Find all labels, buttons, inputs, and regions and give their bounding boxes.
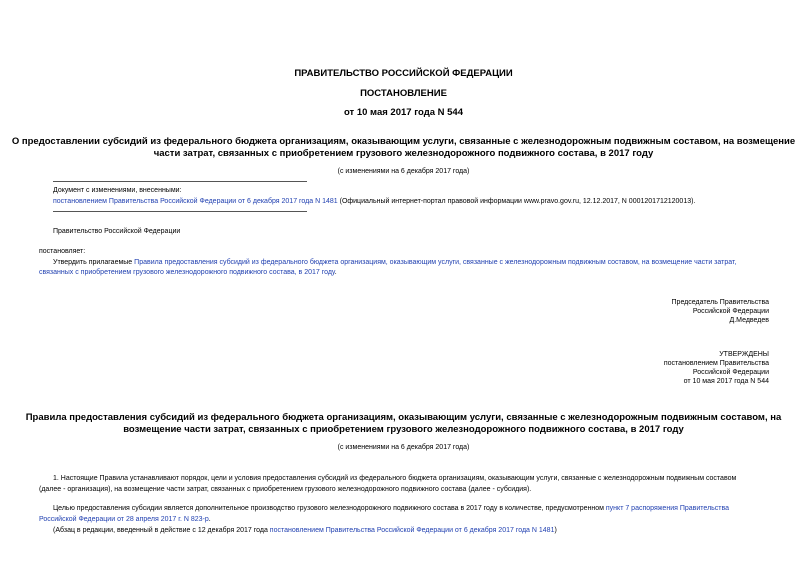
rules-paragraph-1-line-1: 1. Настоящие Правила устанавливают порядок, цели и условия предоставления субсидий из федерального бюджета организациям, оказывающим услуги, связанные с железнодорожным подвижным составом — [53, 475, 737, 482]
document-date-number: от 10 мая 2017 года N 544 — [343, 107, 464, 118]
signature-org: Российской Федерации — [692, 308, 769, 315]
rules-paragraph-2-line-1 — [53, 504, 729, 513]
decree-word: постановляет: — [39, 248, 86, 255]
divider — [53, 181, 307, 182]
signature-block — [672, 298, 769, 325]
rules-link-part-1[interactable]: Правила предоставления субсидий из федерального бюджета организациям, оказывающим услуги, связанные с железнодорожным подвижным составом, на возмещение части затрат, — [134, 259, 737, 266]
approved-heading: УТВЕРЖДЕНЫ — [719, 351, 769, 358]
government-name: Правительство Российской Федерации — [53, 228, 181, 235]
rules-changes-note: (с изменениями на 6 декабря 2017 года) — [337, 444, 470, 451]
purpose-text: Целью предоставления субсидии является дополнительное производство грузового железнодорожного подвижного состава в 2017 году в количестве, предусмотренном — [53, 505, 606, 512]
document-type: ПОСТАНОВЛЕНИЕ — [360, 88, 447, 99]
edit-note — [53, 526, 557, 535]
edit-note-suffix: ) — [554, 527, 557, 534]
divider — [53, 211, 307, 212]
purpose-suffix: . — [208, 516, 211, 523]
approved-by: постановлением Правительства — [663, 360, 769, 367]
rules-link-part-2[interactable]: связанных с приобретением грузового железнодорожного подвижного состава, в 2017 году — [39, 269, 335, 276]
document-title-line-1: О предоставлении субсидий из федерального бюджета организациям, оказывающим услуги, связанные с железнодорожным подвижным составом, на возмещение — [11, 136, 796, 147]
document-title-line-2: части затрат, связанных с приобретением грузового железнодорожного подвижного состава, в 2017 году — [153, 148, 654, 159]
approved-date: от 10 мая 2017 года N 544 — [683, 378, 769, 385]
government-heading: ПРАВИТЕЛЬСТВО РОССИЙСКОЙ ФЕДЕРАЦИИ — [294, 68, 513, 79]
changes-note: (с изменениями на 6 декабря 2017 года) — [337, 168, 470, 175]
rules-paragraph-2-line-2 — [39, 515, 211, 524]
signature-name: Д.Медведев — [729, 317, 769, 324]
edit-note-link[interactable]: постановлением Правительства Российской Федерации от 6 декабря 2017 года N 1481 — [269, 527, 555, 534]
amendment-link[interactable]: постановлением Правительства Российской Федерации от 6 декабря 2017 года N 1481 — [53, 198, 338, 205]
approve-line-2 — [39, 268, 337, 277]
approve-line-1 — [53, 258, 736, 267]
signature-title: Председатель Правительства — [671, 299, 769, 306]
rules-title-line-2: возмещение части затрат, связанных с приобретением грузового железнодорожного подвижного состава, в 2017 году — [123, 424, 684, 435]
amendments-line — [53, 197, 695, 206]
approve-suffix: . — [334, 269, 337, 276]
amendments-intro: Документ с изменениями, внесенными: — [53, 187, 182, 194]
amendment-source: (Официальный интернет-портал правовой информации www.pravo.gov.ru, 12.12.2017, N 0001201712120013). — [337, 198, 696, 205]
rules-paragraph-1-line-2: (далее - организация), на возмещение части затрат, связанных с приобретением грузового железнодорожного подвижного состава (далее - субсидия). — [39, 486, 532, 493]
order-link-part-1[interactable]: пункт 7 распоряжения Правительства — [605, 505, 730, 512]
edit-note-prefix: (Абзац в редакции, введенный в действие с 12 декабря 2017 года — [53, 527, 270, 534]
rules-title-line-1: Правила предоставления субсидий из федерального бюджета организациям, оказывающим услуги, связанные с железнодорожным подвижным составом, на — [25, 412, 782, 423]
approve-prefix: Утвердить прилагаемые — [53, 259, 135, 266]
order-link-part-2[interactable]: Российской Федерации от 28 апреля 2017 г. N 823-р — [39, 516, 209, 523]
approved-org: Российской Федерации — [692, 369, 769, 376]
approved-block — [664, 350, 769, 386]
